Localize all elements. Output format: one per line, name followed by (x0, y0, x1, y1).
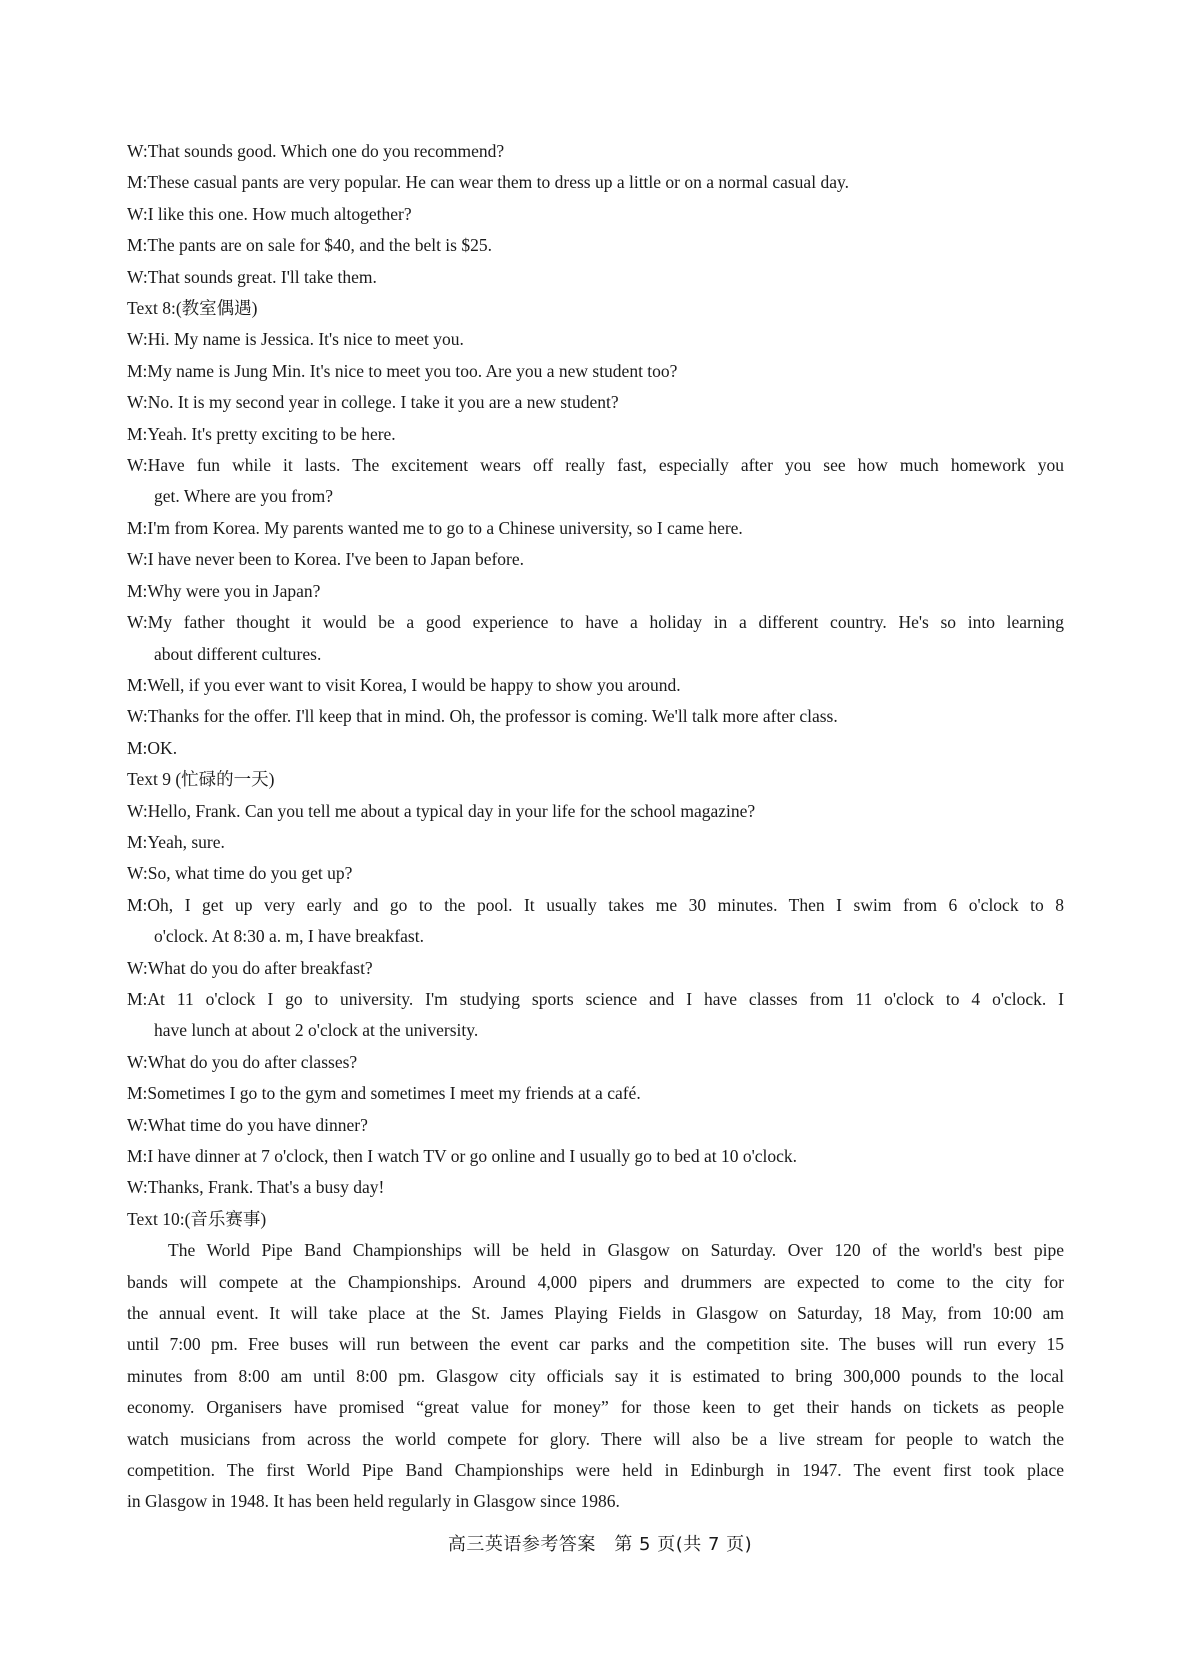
text-line: W:Thanks for the offer. I'll keep that in mind. Oh, the professor is coming. We'll talk more after class. (127, 706, 838, 727)
text-line: W:My father thought it would be a good experience to have a holiday in a different country. He's so into learning (127, 612, 1064, 633)
text-line: bands will compete at the Championships. Around 4,000 pipers and drummers are expected to come to the city for (127, 1271, 1064, 1292)
text-line: W:Hi. My name is Jessica. It's nice to meet you. (127, 329, 464, 350)
text-line: W:What do you do after breakfast? (127, 957, 373, 978)
document-body (127, 136, 1064, 1518)
text-line: M:Yeah, sure. (127, 831, 225, 852)
text-line: M:Well, if you ever want to visit Korea, I would be happy to show you around. (127, 674, 681, 695)
text-line: W:What time do you have dinner? (127, 1114, 368, 1135)
text-line: W:Have fun while it lasts. The excitement wears off really fast, especially after you see how much homework you (127, 455, 1064, 476)
text-line: M:I'm from Korea. My parents wanted me to go to a Chinese university, so I came here. (127, 517, 743, 538)
section-heading: Text 9 (忙碌的一天) (127, 769, 275, 790)
text-line: W:So, what time do you get up? (127, 863, 353, 884)
text-line: competition. The first World Pipe Band Championships were held in Edinburgh in 1947. The event first took place (127, 1460, 1064, 1481)
text-line: about different cultures. (154, 643, 322, 664)
text-line: M:The pants are on sale for $40, and the belt is $25. (127, 235, 492, 256)
text-line: W:That sounds great. I'll take them. (127, 266, 377, 287)
text-line: W:That sounds good. Which one do you recommend? (127, 141, 505, 161)
section-heading: Text 10:(音乐赛事) (127, 1208, 267, 1229)
text-line: W:I like this one. How much altogether? (127, 203, 412, 224)
text-line: M:Sometimes I go to the gym and sometimes I meet my friends at a café. (127, 1083, 641, 1104)
text-line: M:My name is Jung Min. It's nice to meet you too. Are you a new student too? (127, 360, 678, 381)
text-line: until 7:00 pm. Free buses will run between the event car parks and the competition site. The buses will run every 15 (127, 1334, 1064, 1355)
text-line: M:Oh, I get up very early and go to the pool. It usually takes me 30 minutes. Then I swim from 6 o'clock to 8 (127, 894, 1064, 915)
text-line: watch musicians from across the world compete for glory. There will also be a live stream for people to watch the (127, 1428, 1064, 1449)
text-line: minutes from 8:00 am until 8:00 pm. Glasgow city officials say it is estimated to bring 300,000 pounds to the local (127, 1365, 1064, 1386)
text-line: the annual event. It will take place at the St. James Playing Fields in Glasgow on Saturday, 18 May, from 10:00 am (127, 1303, 1064, 1324)
text-line: M:OK. (127, 737, 178, 758)
text-line: W:I have never been to Korea. I've been to Japan before. (127, 549, 525, 570)
text-line: W:What do you do after classes? (127, 1051, 358, 1072)
text-line: in Glasgow in 1948. It has been held regularly in Glasgow since 1986. (127, 1491, 620, 1512)
page-footer: 高三英语参考答案 第 5 页(共 7 页) (447, 1534, 753, 1555)
text-line: M:At 11 o'clock I go to university. I'm studying sports science and I have classes from 11 o'clock to 4 o'clock. I (127, 988, 1064, 1009)
text-line: M:Yeah. It's pretty exciting to be here. (127, 423, 396, 444)
text-line: The World Pipe Band Championships will be held in Glasgow on Saturday. Over 120 of the world's best pipe (168, 1240, 1064, 1261)
text-line: o'clock. At 8:30 a. m, I have breakfast. (154, 926, 424, 947)
text-line: have lunch at about 2 o'clock at the university. (154, 1020, 479, 1041)
text-line: W:Hello, Frank. Can you tell me about a typical day in your life for the school magazine? (127, 800, 756, 821)
text-line: W:Thanks, Frank. That's a busy day! (127, 1177, 385, 1198)
text-line: M:These casual pants are very popular. He can wear them to dress up a little or on a normal casual day. (127, 172, 849, 193)
text-line: W:No. It is my second year in college. I take it you are a new student? (127, 392, 619, 413)
text-line: M:Why were you in Japan? (127, 580, 321, 601)
text-line: M:I have dinner at 7 o'clock, then I watch TV or go online and I usually go to bed at 10 o'clock. (127, 1146, 798, 1166)
text-line: get. Where are you from? (154, 486, 333, 507)
section-heading: Text 8:(教室偶遇) (127, 298, 258, 319)
text-line: economy. Organisers have promised “great value for money” for those keen to get their hands on tickets as people (127, 1397, 1064, 1418)
